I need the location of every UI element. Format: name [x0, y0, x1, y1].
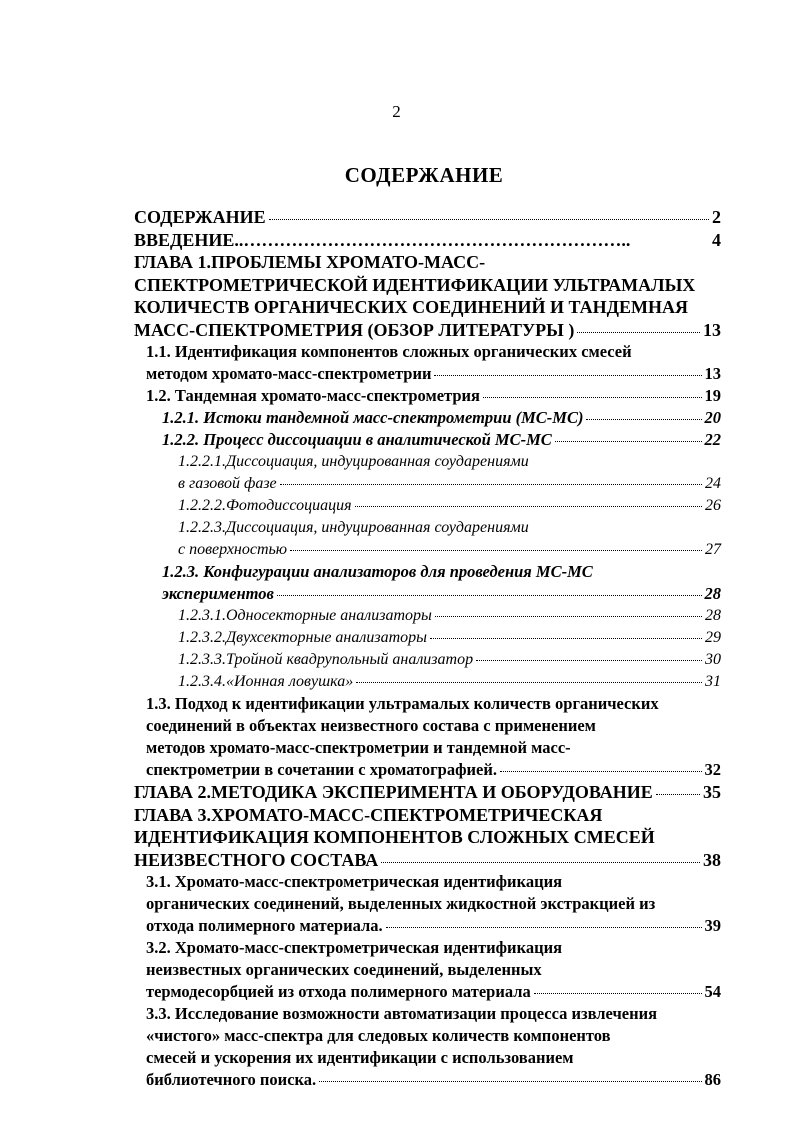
toc-entry[interactable]: [134, 671, 721, 693]
toc-dot-leader: [656, 793, 700, 795]
toc-entry-text: 1.2.2.2.Фотодиссоциация: [178, 497, 352, 514]
toc-page-number: 39: [704, 916, 721, 935]
toc-page-number: 35: [703, 782, 721, 802]
toc-entry-text: 1.2.1. Истоки тандемной масс-спектрометрии (МС-МС): [162, 408, 584, 427]
toc-dot-leader: [435, 615, 702, 617]
toc-entry-text: ГЛАВА 1.ПРОБЛЕМЫ ХРОМАТО-МАСС-: [134, 252, 486, 272]
toc-entry[interactable]: [134, 495, 721, 517]
toc-entry-text: 1.2.2.1.Диссоциация, индуцированная соударениями: [178, 453, 529, 470]
toc-page-number: 32: [704, 760, 721, 779]
toc-entry[interactable]: [134, 229, 721, 252]
toc-page-number: 20: [704, 408, 721, 427]
toc-entry[interactable]: [134, 649, 721, 671]
toc-entry-text: «чистого» масс-спектра для следовых количеств компонентов: [146, 1026, 611, 1045]
toc-entry-text: в газовой фазе: [178, 475, 277, 492]
toc-entry-text: 1.2.2. Процесс диссоциации в аналитической МС-МС: [162, 430, 552, 449]
toc-entry-text: 3.2. Хромато-масс-спектрометрическая идентификация: [146, 938, 563, 957]
toc-entry[interactable]: [134, 206, 721, 229]
toc-page-number: 22: [704, 430, 721, 449]
toc-entry[interactable]: [134, 937, 721, 1003]
toc-entry-text: методом хромато-масс-спектрометрии: [146, 364, 432, 383]
toc-dot-leader: [586, 418, 701, 420]
toc-page-number: 13: [704, 364, 721, 383]
toc-entry-text: СПЕКТРОМЕТРИЧЕСКОЙ ИДЕНТИФИКАЦИИ УЛЬТРАМАЛЫХ: [134, 274, 696, 295]
toc-entry[interactable]: [134, 517, 721, 561]
toc-entry-text: МАСС-СПЕКТРОМЕТРИЯ (ОБЗОР ЛИТЕРАТУРЫ ): [134, 319, 575, 340]
toc-entry[interactable]: [134, 451, 721, 495]
toc-entry-text: 1.1. Идентификация компонентов сложных органических смесей: [146, 342, 632, 361]
toc-entry-text: неизвестных органических соединений, выделенных: [146, 960, 542, 979]
toc-entry-text: 1.2.3.3.Тройной квадрупольный анализатор: [178, 651, 474, 668]
toc-entry-text: ГЛАВА 3.ХРОМАТО-МАСС-СПЕКТРОМЕТРИЧЕСКАЯ: [134, 804, 603, 825]
toc-entry[interactable]: [134, 341, 721, 385]
toc-dot-leader: [280, 483, 702, 485]
toc-dot-leader: [577, 331, 700, 333]
toc-entry[interactable]: [134, 385, 721, 407]
toc-dot-leader: [386, 926, 702, 928]
toc-entry[interactable]: [134, 407, 721, 429]
document-title: СОДЕРЖАНИЕ: [344, 163, 504, 187]
toc-entry[interactable]: [134, 693, 721, 781]
toc-page-number: 38: [703, 849, 721, 870]
toc-entry-text: ИДЕНТИФИКАЦИЯ КОМПОНЕНТОВ СЛОЖНЫХ СМЕСЕЙ: [134, 827, 655, 847]
toc-entry-text: спектрометрии в сочетании с хроматографией.: [146, 760, 497, 779]
toc-dot-leader: [269, 218, 709, 220]
toc-entry-text: экспериментов: [162, 584, 274, 603]
toc-entry[interactable]: [134, 781, 721, 804]
toc-page-number: 28: [705, 607, 721, 624]
toc-page-number: 31: [705, 673, 721, 690]
toc-entry-text: отхода полимерного материала.: [146, 916, 383, 935]
toc-page-number: 2: [712, 207, 721, 227]
toc-entry[interactable]: [134, 561, 721, 605]
toc-entry-text: ВВЕДЕНИЕ..………………………………………………………..: [134, 229, 631, 250]
toc-entry[interactable]: [134, 605, 721, 627]
toc-dot-leader: [555, 440, 702, 442]
toc-page-number: 30: [705, 651, 721, 668]
toc-entry-text: 1.2.3.4.«Ионная ловушка»: [178, 673, 354, 690]
toc-entry-text: 3.3. Исследование возможности автоматизации процесса извлечения: [146, 1004, 658, 1023]
toc-entry-text: 1.2.3.1.Односекторные анализаторы: [178, 607, 432, 624]
toc-entry-text: 1.3. Подход к идентификации ультрамалых количеств органических: [146, 694, 659, 713]
toc-page-number: 24: [705, 475, 721, 492]
toc-page-number: 19: [704, 386, 721, 405]
toc-page-number: 29: [705, 629, 721, 646]
toc-entry[interactable]: [134, 627, 721, 649]
toc-dot-leader: [633, 242, 709, 243]
toc-entry[interactable]: [134, 871, 721, 937]
toc-entry[interactable]: [134, 1003, 721, 1091]
toc-dot-leader: [356, 681, 702, 683]
toc-entry-text: НЕИЗВЕСТНОГО СОСТАВА: [134, 849, 379, 870]
table-of-contents: [134, 206, 721, 1091]
toc-dot-leader: [430, 637, 702, 639]
toc-dot-leader: [434, 374, 701, 376]
toc-dot-leader: [355, 505, 702, 507]
toc-entry[interactable]: [134, 429, 721, 451]
toc-page-number: 26: [705, 497, 721, 514]
toc-entry-text: 3.1. Хромато-масс-спектрометрическая идентификация: [146, 872, 563, 891]
toc-entry-text: методов хромато-масс-спектрометрии и тандемной масс-: [146, 738, 571, 757]
toc-page-number: 27: [705, 541, 721, 558]
toc-page-number: 54: [704, 982, 721, 1001]
toc-entry-text: 1.2. Тандемная хромато-масс-спектрометрия: [146, 386, 480, 405]
toc-entry-text: соединений в объектах неизвестного состава с применением: [146, 716, 596, 735]
toc-dot-leader: [500, 770, 702, 772]
toc-entry[interactable]: [134, 251, 721, 341]
toc-entry-text: с поверхностью: [178, 541, 288, 558]
toc-entry-text: смесей и ускорения их идентификации с использованием: [146, 1048, 574, 1067]
toc-dot-leader: [319, 1080, 701, 1082]
toc-entry-text: 1.2.2.3.Диссоциация, индуцированная соударениями: [178, 519, 529, 536]
toc-entry-text: 1.2.3. Конфигурации анализаторов для проведения МС-МС: [162, 562, 593, 581]
page-number: 2: [392, 102, 401, 121]
toc-entry-text: 1.2.3.2.Двухсекторные анализаторы: [178, 629, 427, 646]
toc-dot-leader: [476, 659, 702, 661]
toc-dot-leader: [534, 992, 702, 994]
toc-page-number: 13: [703, 319, 721, 340]
toc-entry-text: СОДЕРЖАНИЕ: [134, 207, 266, 227]
toc-entry-text: библиотечного поиска.: [146, 1070, 317, 1089]
toc-entry-text: термодесорбцией из отхода полимерного материала: [146, 982, 531, 1001]
toc-dot-leader: [381, 861, 700, 863]
toc-page-number: 28: [704, 584, 721, 603]
toc-page-number: 4: [712, 229, 721, 250]
toc-dot-leader: [290, 549, 702, 551]
toc-entry-text: ГЛАВА 2.МЕТОДИКА ЭКСПЕРИМЕНТА И ОБОРУДОВАНИЕ: [134, 782, 653, 802]
toc-page-number: 86: [704, 1070, 721, 1089]
toc-dot-leader: [277, 594, 702, 596]
toc-entry-text: органических соединений, выделенных жидкостной экстракцией из: [146, 894, 656, 913]
toc-dot-leader: [483, 396, 702, 398]
toc-entry[interactable]: [134, 804, 721, 872]
toc-entry-text: КОЛИЧЕСТВ ОРГАНИЧЕСКИХ СОЕДИНЕНИЙ И ТАНДЕМНАЯ: [134, 297, 688, 317]
